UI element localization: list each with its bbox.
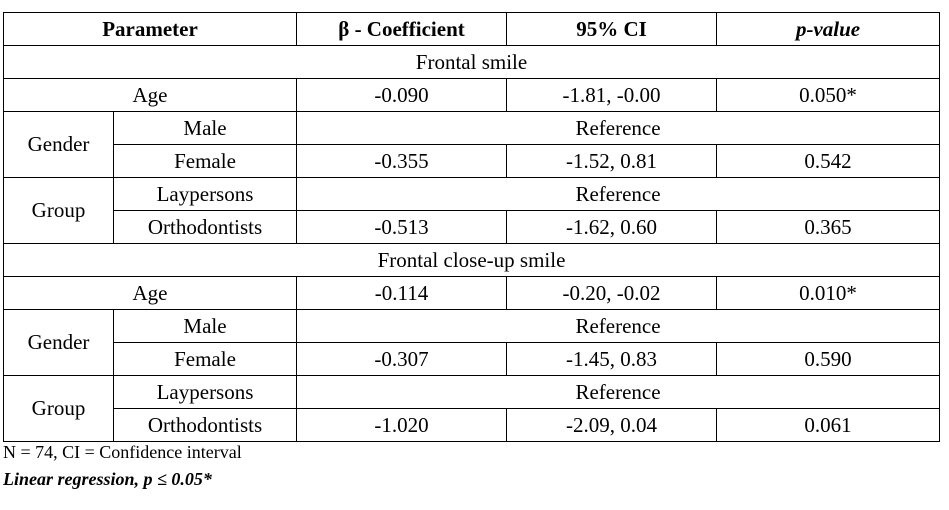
cell-p: 0.542 <box>717 145 940 178</box>
table-row-group <box>4 409 940 442</box>
header-row <box>4 13 940 46</box>
section-title-row <box>4 46 940 79</box>
cell-ci: -1.81, -0.00 <box>507 79 717 112</box>
table-row-gender <box>4 145 940 178</box>
table-row-group-ref <box>4 178 940 211</box>
cell-p: 0.010* <box>717 277 940 310</box>
cell-beta: -0.114 <box>297 277 507 310</box>
cell-level: Male <box>114 112 297 145</box>
table-row-group-ref <box>4 376 940 409</box>
cell-beta: -0.355 <box>297 145 507 178</box>
cell-ci: -1.62, 0.60 <box>507 211 717 244</box>
cell-beta: -0.307 <box>297 343 507 376</box>
cell-p: 0.050* <box>717 79 940 112</box>
cell-beta: -1.020 <box>297 409 507 442</box>
header-beta: β - Coefficient <box>297 13 507 46</box>
cell-ci: -2.09, 0.04 <box>507 409 717 442</box>
cell-p: 0.365 <box>717 211 940 244</box>
cell-ci: -0.20, -0.02 <box>507 277 717 310</box>
row-label-gender: Gender <box>4 112 114 178</box>
row-label-group: Group <box>4 178 114 244</box>
regression-table <box>3 12 940 442</box>
cell-ci: -1.45, 0.83 <box>507 343 717 376</box>
cell-ci: -1.52, 0.81 <box>507 145 717 178</box>
table-row-gender-ref <box>4 112 940 145</box>
cell-level: Orthodontists <box>114 409 297 442</box>
cell-reference: Reference <box>297 112 940 145</box>
table-row-group <box>4 211 940 244</box>
section-title-row <box>4 244 940 277</box>
cell-reference: Reference <box>297 376 940 409</box>
table-row-gender-ref <box>4 310 940 343</box>
header-ci: 95% CI <box>507 13 717 46</box>
table-row-age <box>4 277 940 310</box>
table-row-gender <box>4 343 940 376</box>
cell-level: Laypersons <box>114 178 297 211</box>
cell-p: 0.061 <box>717 409 940 442</box>
header-parameter: Parameter <box>4 13 297 46</box>
row-label-group: Group <box>4 376 114 442</box>
cell-p: 0.590 <box>717 343 940 376</box>
row-label-gender: Gender <box>4 310 114 376</box>
cell-level: Laypersons <box>114 376 297 409</box>
cell-level: Female <box>114 145 297 178</box>
section-title: Frontal smile <box>4 46 940 79</box>
table-row-age <box>4 79 940 112</box>
row-label-age: Age <box>4 277 297 310</box>
cell-level: Orthodontists <box>114 211 297 244</box>
row-label-age: Age <box>4 79 297 112</box>
header-p-value: p-value <box>717 13 940 46</box>
footnote-method: Linear regression, p ≤ 0.05* <box>3 469 212 489</box>
cell-reference: Reference <box>297 310 940 343</box>
cell-reference: Reference <box>297 178 940 211</box>
cell-level: Female <box>114 343 297 376</box>
section-title: Frontal close-up smile <box>4 244 940 277</box>
cell-beta: -0.090 <box>297 79 507 112</box>
cell-level: Male <box>114 310 297 343</box>
cell-beta: -0.513 <box>297 211 507 244</box>
footnote-abbreviations: N = 74, CI = Confidence interval <box>3 442 242 462</box>
